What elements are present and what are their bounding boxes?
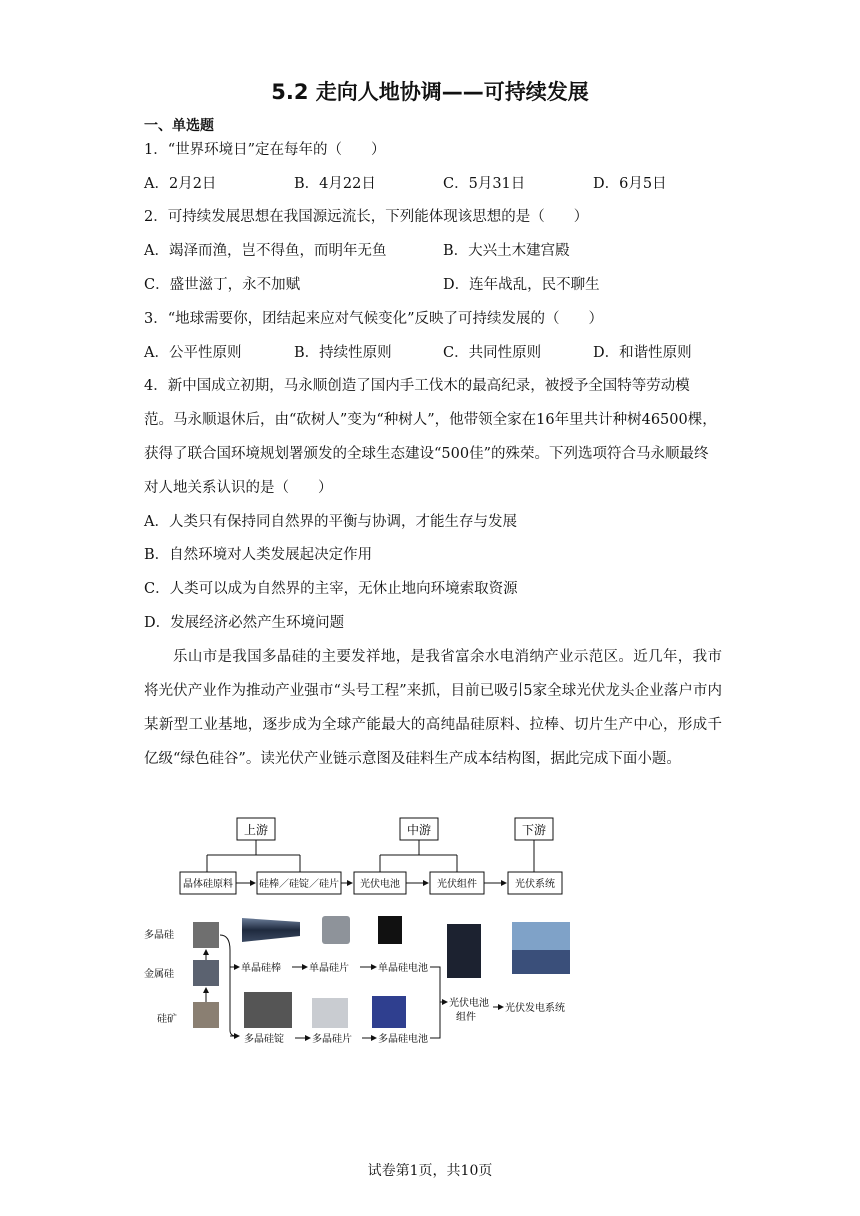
question-1-stem: 1．“世界环境日”定在每年的（ ） [144, 142, 386, 158]
q4-option-b: B．自然环境对人类发展起决定作用 [144, 547, 373, 563]
chain-ingot-wafer: 硅棒／硅锭／硅片 [259, 879, 339, 890]
q2-option-d: D．连年战乱，民不聊生 [443, 277, 600, 293]
question-2-stem: 2．可持续发展思想在我国源远流长，下列能体现该思想的是（ ） [144, 209, 589, 225]
q2-option-b: B．大兴土木建宫殿 [443, 243, 570, 259]
silica-ore-image [193, 1002, 219, 1028]
q1-option-a: A．2月2日 [144, 176, 217, 192]
metal-silicon-image [193, 960, 219, 986]
q3-option-d: D．和谐性原则 [593, 345, 692, 361]
poly-wafer-label: 多晶硅片 [312, 1034, 352, 1045]
page-title: 5.2 走向人地协调——可持续发展 [271, 80, 589, 104]
question-4-stem: 4．新中国成立初期，马永顺创造了国内手工伐木的最高纪录，被授予全国特等劳动模范。马永顺退休后，由“砍树人”变为“种树人”，他带领全家在16年里共计种树46500棵，获得了联合国环境规划署颁发的全球生态建设“500佳”的殊荣。下列选项符合马永顺最终对人地关系认识的是（ ） [144, 378, 717, 496]
q4-option-c: C．人类可以成为自然界的主宰，无休止地向环境索取资源 [144, 581, 518, 597]
mono-ingot-label: 单晶硅棒 [241, 963, 281, 974]
reading-passage: 乐山市是我国多晶硅的主要发祥地，是我省富余水电消纳产业示范区。近几年，我市将光伏产业作为推动产业强市“头号工程”来抓，目前已吸引5家全球光伏龙头企业落户市内某新型工业基地，逐步成为全球产能最大的高纯晶硅原料、拉棒、切片生产中心，形成千亿级“绿色硅谷”。读光伏产业链示意图及硅料生产成本结构图，据此完成下面小题。 [144, 649, 722, 767]
q3-option-c: C．共同性原则 [443, 345, 542, 361]
q1-option-c: C．5月31日 [443, 176, 526, 192]
poly-cell-image [372, 996, 406, 1028]
poly-wafer-image [312, 998, 348, 1028]
chain-pv-module: 光伏组件 [437, 879, 477, 890]
q4-option-d: D．发展经济必然产生环境问题 [144, 615, 345, 631]
mono-ingot-image [242, 918, 300, 942]
q3-option-b: B．持续性原则 [294, 345, 392, 361]
pv-module-label-1: 光伏电池 [449, 998, 489, 1009]
stage-midstream: 中游 [406, 823, 432, 837]
pv-module-image [447, 924, 481, 978]
q4-option-a: A．人类只有保持同自然界的平衡与协调，才能生存与发展 [144, 514, 517, 530]
page-footer: 试卷第1页，共10页 [367, 1163, 493, 1179]
pv-system-label: 光伏发电系统 [505, 1003, 565, 1014]
poly-ingot-image [244, 992, 292, 1028]
question-3-stem: 3．“地球需要你，团结起来应对气候变化”反映了可持续发展的（ ） [144, 311, 604, 327]
q3-option-a: A．公平性原则 [144, 345, 242, 361]
q2-option-c: C．盛世滋丁，永不加赋 [144, 277, 301, 293]
raw-ore-label: 硅矿 [157, 1014, 177, 1025]
chain-raw-material: 晶体硅原料 [183, 879, 233, 890]
raw-metal-silicon-label: 金属硅 [144, 969, 174, 980]
poly-ingot-label: 多晶硅锭 [244, 1034, 284, 1045]
poly-cell-label: 多晶硅电池 [378, 1034, 428, 1045]
mono-cell-image [378, 916, 402, 944]
q1-option-b: B．4月22日 [294, 176, 376, 192]
section-heading: 一、单选题 [144, 118, 214, 134]
chain-pv-cell: 光伏电池 [360, 879, 400, 890]
q1-option-d: D．6月5日 [593, 176, 667, 192]
raw-polysilicon-label: 多晶硅 [144, 930, 174, 941]
pv-module-label-2: 组件 [456, 1012, 476, 1023]
mono-wafer-image [322, 916, 350, 944]
stage-downstream: 下游 [521, 823, 547, 837]
mono-wafer-label: 单晶硅片 [309, 963, 349, 974]
chain-pv-system: 光伏系统 [515, 879, 555, 890]
polysilicon-image [193, 922, 219, 948]
q2-option-a: A．竭泽而渔，岂不得鱼，而明年无鱼 [144, 243, 387, 259]
mono-cell-label: 单晶硅电池 [378, 963, 428, 974]
pv-industry-chain-diagram [140, 810, 590, 1060]
stage-upstream: 上游 [243, 823, 269, 837]
